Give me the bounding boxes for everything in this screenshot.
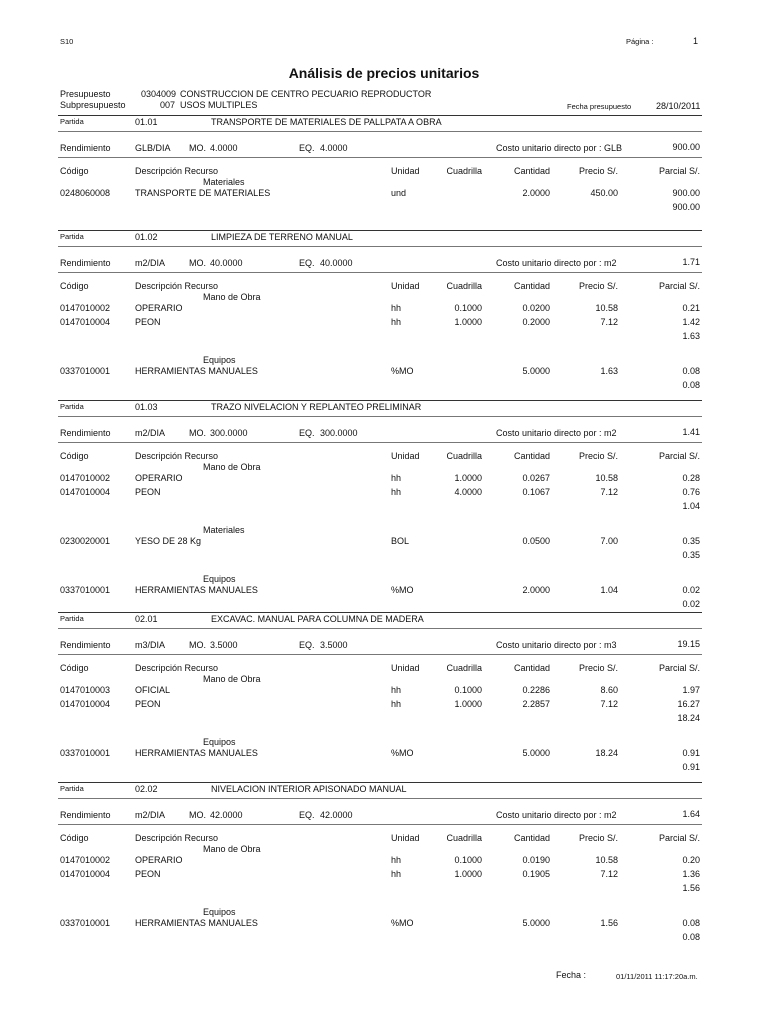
resource-cantidad: 0.0500 bbox=[522, 536, 550, 546]
resource-description: TRANSPORTE DE MATERIALES bbox=[135, 188, 271, 198]
mo-label: MO. bbox=[189, 143, 206, 153]
resource-code: 0147010002 bbox=[60, 473, 111, 483]
resource-unit: hh bbox=[391, 473, 402, 483]
partida-label: Partida bbox=[60, 614, 84, 623]
resource-precio: 10.58 bbox=[595, 303, 618, 313]
partida-name: TRANSPORTE DE MATERIALES DE PALLPATA A OBRA bbox=[211, 117, 442, 127]
system-label: S10 bbox=[60, 37, 74, 46]
group-subtotal: 0.91 bbox=[682, 762, 700, 772]
mo-label: MO. bbox=[189, 428, 206, 438]
resource-parcial: 0.76 bbox=[682, 487, 700, 497]
partida-code: 02.02 bbox=[135, 784, 158, 794]
col-unidad: Unidad bbox=[391, 663, 420, 673]
col-descripcion: Descripción Recurso bbox=[135, 663, 219, 673]
resource-cuadrilla: 1.0000 bbox=[454, 317, 482, 327]
rendimiento-label: Rendimiento bbox=[60, 640, 111, 650]
mo-label: MO. bbox=[189, 810, 206, 820]
group-subtotal: 18.24 bbox=[677, 713, 700, 723]
eq-label: EQ. bbox=[299, 810, 315, 820]
resource-parcial: 0.91 bbox=[682, 748, 700, 758]
col-cantidad: Cantidad bbox=[513, 166, 550, 176]
group-header: Mano de Obra bbox=[203, 462, 261, 472]
partida-label: Partida bbox=[60, 784, 84, 793]
page-number: 1 bbox=[693, 36, 699, 46]
partida-divider bbox=[58, 782, 702, 783]
col-unidad: Unidad bbox=[391, 281, 420, 291]
resource-cantidad: 0.1067 bbox=[522, 487, 550, 497]
costo-unitario-label: Costo unitario directo por : m3 bbox=[496, 640, 617, 650]
col-cuadrilla: Cuadrilla bbox=[446, 663, 482, 673]
resource-description: HERRAMIENTAS MANUALES bbox=[135, 918, 258, 928]
columns-divider bbox=[58, 272, 702, 273]
resource-description: PEON bbox=[135, 317, 161, 327]
resource-unit: hh bbox=[391, 699, 402, 709]
eq-value: 300.0000 bbox=[320, 428, 358, 438]
col-parcial: Parcial S/. bbox=[658, 281, 700, 291]
partida-code: 01.02 bbox=[135, 232, 158, 242]
costo-unitario-label: Costo unitario directo por : m2 bbox=[496, 810, 617, 820]
resource-code: 0337010001 bbox=[60, 366, 111, 376]
eq-label: EQ. bbox=[299, 428, 315, 438]
columns-divider bbox=[58, 654, 702, 655]
eq-value: 4.0000 bbox=[320, 143, 348, 153]
fecha-presupuesto-label: Fecha presupuesto bbox=[567, 102, 632, 111]
resource-code: 0147010003 bbox=[60, 685, 111, 695]
col-precio: Precio S/. bbox=[578, 451, 618, 461]
col-descripcion: Descripción Recurso bbox=[135, 833, 219, 843]
resource-unit: hh bbox=[391, 303, 402, 313]
resource-unit: hh bbox=[391, 317, 402, 327]
eq-value: 3.5000 bbox=[320, 640, 348, 650]
eq-label: EQ. bbox=[299, 258, 315, 268]
resource-code: 0230020001 bbox=[60, 536, 111, 546]
resource-code: 0337010001 bbox=[60, 748, 111, 758]
presupuesto-code: 0304009 bbox=[141, 89, 177, 99]
resource-cantidad: 2.0000 bbox=[522, 188, 550, 198]
col-cuadrilla: Cuadrilla bbox=[446, 833, 482, 843]
partida-underline bbox=[58, 628, 702, 629]
columns-divider bbox=[58, 442, 702, 443]
partida-divider bbox=[58, 115, 702, 116]
resource-parcial: 0.08 bbox=[682, 366, 700, 376]
resource-code: 0147010004 bbox=[60, 699, 111, 709]
partida-underline bbox=[58, 131, 702, 132]
col-codigo: Código bbox=[60, 833, 89, 843]
rendimiento-label: Rendimiento bbox=[60, 258, 111, 268]
partida-code: 01.01 bbox=[135, 117, 158, 127]
partida-divider bbox=[58, 400, 702, 401]
resource-precio: 1.63 bbox=[600, 366, 618, 376]
col-parcial: Parcial S/. bbox=[658, 833, 700, 843]
resource-parcial: 1.97 bbox=[682, 685, 700, 695]
resource-cantidad: 0.1905 bbox=[522, 869, 550, 879]
resource-precio: 1.04 bbox=[600, 585, 618, 595]
footer-fecha-label: Fecha : bbox=[556, 970, 587, 980]
resource-description: OFICIAL bbox=[135, 685, 171, 695]
resource-cantidad: 0.0200 bbox=[522, 303, 550, 313]
resource-parcial: 16.27 bbox=[677, 699, 700, 709]
resource-code: 0147010004 bbox=[60, 487, 111, 497]
resource-unit: %MO bbox=[391, 366, 414, 376]
resource-description: OPERARIO bbox=[135, 473, 183, 483]
resource-description: YESO DE 28 Kg bbox=[135, 536, 202, 546]
resource-cantidad: 0.0267 bbox=[522, 473, 550, 483]
rendimiento-unit: m3/DIA bbox=[135, 640, 166, 650]
resource-code: 0147010002 bbox=[60, 303, 111, 313]
group-subtotal: 0.02 bbox=[682, 599, 700, 609]
resource-cuadrilla: 1.0000 bbox=[454, 699, 482, 709]
resource-precio: 450.00 bbox=[590, 188, 618, 198]
resource-cuadrilla: 0.1000 bbox=[454, 303, 482, 313]
partida-divider bbox=[58, 230, 702, 231]
resource-precio: 7.12 bbox=[600, 487, 618, 497]
eq-value: 42.0000 bbox=[320, 810, 353, 820]
presupuesto-name: CONSTRUCCION DE CENTRO PECUARIO REPRODUCTOR bbox=[180, 89, 432, 99]
group-subtotal: 1.63 bbox=[682, 331, 700, 341]
mo-value: 40.0000 bbox=[210, 258, 243, 268]
partida-name: LIMPIEZA DE TERRENO MANUAL bbox=[211, 232, 353, 242]
partida-code: 01.03 bbox=[135, 402, 158, 412]
resource-precio: 7.00 bbox=[600, 536, 618, 546]
footer-fecha-value: 01/11/2011 11:17:20a.m. bbox=[616, 972, 698, 981]
group-subtotal: 1.04 bbox=[682, 501, 700, 511]
rendimiento-unit: m2/DIA bbox=[135, 810, 166, 820]
partida-divider bbox=[58, 612, 702, 613]
resource-code: 0147010004 bbox=[60, 317, 111, 327]
resource-unit: %MO bbox=[391, 748, 414, 758]
resource-cuadrilla: 0.1000 bbox=[454, 685, 482, 695]
costo-unitario-value: 19.15 bbox=[677, 639, 700, 649]
resource-description: PEON bbox=[135, 487, 161, 497]
resource-cantidad: 5.0000 bbox=[522, 918, 550, 928]
partida-underline bbox=[58, 798, 702, 799]
partida-label: Partida bbox=[60, 117, 84, 126]
resource-parcial: 0.08 bbox=[682, 918, 700, 928]
resource-unit: hh bbox=[391, 855, 402, 865]
partida-underline bbox=[58, 416, 702, 417]
costo-unitario-value: 1.41 bbox=[682, 427, 700, 437]
mo-value: 3.5000 bbox=[210, 640, 238, 650]
resource-parcial: 1.42 bbox=[682, 317, 700, 327]
partida-label: Partida bbox=[60, 402, 84, 411]
resource-code: 0337010001 bbox=[60, 585, 111, 595]
group-header: Mano de Obra bbox=[203, 292, 261, 302]
group-subtotal: 0.08 bbox=[682, 932, 700, 942]
columns-divider bbox=[58, 824, 702, 825]
mo-value: 42.0000 bbox=[210, 810, 243, 820]
presupuesto-label: Presupuesto bbox=[60, 89, 111, 99]
col-parcial: Parcial S/. bbox=[658, 663, 700, 673]
col-precio: Precio S/. bbox=[578, 281, 618, 291]
group-header: Materiales bbox=[203, 177, 245, 187]
resource-cuadrilla: 1.0000 bbox=[454, 869, 482, 879]
resource-description: PEON bbox=[135, 699, 161, 709]
resource-parcial: 0.20 bbox=[682, 855, 700, 865]
rendimiento-unit: GLB/DIA bbox=[135, 143, 171, 153]
resource-precio: 7.12 bbox=[600, 317, 618, 327]
col-descripcion: Descripción Recurso bbox=[135, 451, 219, 461]
col-cantidad: Cantidad bbox=[513, 833, 550, 843]
resource-parcial: 0.35 bbox=[682, 536, 700, 546]
col-descripcion: Descripción Recurso bbox=[135, 281, 219, 291]
col-cantidad: Cantidad bbox=[513, 451, 550, 461]
resource-cuadrilla: 4.0000 bbox=[454, 487, 482, 497]
resource-unit: hh bbox=[391, 869, 402, 879]
rendimiento-unit: m2/DIA bbox=[135, 428, 166, 438]
resource-precio: 7.12 bbox=[600, 699, 618, 709]
costo-unitario-value: 1.71 bbox=[682, 257, 700, 267]
resource-parcial: 0.02 bbox=[682, 585, 700, 595]
mo-label: MO. bbox=[189, 258, 206, 268]
resource-description: HERRAMIENTAS MANUALES bbox=[135, 585, 258, 595]
subpresupuesto-label: Subpresupuesto bbox=[60, 100, 126, 110]
resource-cantidad: 5.0000 bbox=[522, 748, 550, 758]
partida-name: TRAZO NIVELACION Y REPLANTEO PRELIMINAR bbox=[211, 402, 422, 412]
mo-label: MO. bbox=[189, 640, 206, 650]
resource-unit: BOL bbox=[391, 536, 410, 546]
subpresupuesto-code: 007 bbox=[160, 100, 176, 110]
costo-unitario-value: 900.00 bbox=[672, 142, 700, 152]
group-header: Equipos bbox=[203, 907, 236, 917]
group-header: Materiales bbox=[203, 525, 245, 535]
resource-parcial: 0.21 bbox=[682, 303, 700, 313]
group-header: Equipos bbox=[203, 737, 236, 747]
rendimiento-label: Rendimiento bbox=[60, 810, 111, 820]
col-cuadrilla: Cuadrilla bbox=[446, 281, 482, 291]
rendimiento-label: Rendimiento bbox=[60, 143, 111, 153]
resource-parcial: 900.00 bbox=[672, 188, 700, 198]
col-unidad: Unidad bbox=[391, 833, 420, 843]
resource-code: 0147010004 bbox=[60, 869, 111, 879]
resource-code: 0147010002 bbox=[60, 855, 111, 865]
resource-cantidad: 0.2000 bbox=[522, 317, 550, 327]
report-title: Análisis de precios unitarios bbox=[288, 65, 480, 81]
col-codigo: Código bbox=[60, 451, 89, 461]
resource-precio: 1.56 bbox=[600, 918, 618, 928]
resource-description: HERRAMIENTAS MANUALES bbox=[135, 366, 258, 376]
resource-cantidad: 2.2857 bbox=[522, 699, 550, 709]
columns-divider bbox=[58, 157, 702, 158]
resource-cantidad: 2.0000 bbox=[522, 585, 550, 595]
partida-label: Partida bbox=[60, 232, 84, 241]
col-precio: Precio S/. bbox=[578, 833, 618, 843]
resource-precio: 7.12 bbox=[600, 869, 618, 879]
costo-unitario-label: Costo unitario directo por : m2 bbox=[496, 258, 617, 268]
col-codigo: Código bbox=[60, 166, 89, 176]
eq-value: 40.0000 bbox=[320, 258, 353, 268]
resource-description: PEON bbox=[135, 869, 161, 879]
resource-parcial: 1.36 bbox=[682, 869, 700, 879]
group-header: Equipos bbox=[203, 574, 236, 584]
subpresupuesto-name: USOS MULTIPLES bbox=[180, 100, 258, 110]
partida-underline bbox=[58, 246, 702, 247]
col-cuadrilla: Cuadrilla bbox=[446, 451, 482, 461]
resource-precio: 18.24 bbox=[595, 748, 618, 758]
group-header: Mano de Obra bbox=[203, 674, 261, 684]
partida-name: EXCAVAC. MANUAL PARA COLUMNA DE MADERA bbox=[211, 614, 424, 624]
col-unidad: Unidad bbox=[391, 166, 420, 176]
col-parcial: Parcial S/. bbox=[658, 451, 700, 461]
resource-unit: und bbox=[391, 188, 407, 198]
eq-label: EQ. bbox=[299, 143, 315, 153]
resource-parcial: 0.28 bbox=[682, 473, 700, 483]
resource-unit: %MO bbox=[391, 585, 414, 595]
resource-code: 0248060008 bbox=[60, 188, 111, 198]
resource-cantidad: 0.2286 bbox=[522, 685, 550, 695]
group-subtotal: 900.00 bbox=[672, 202, 700, 212]
resource-unit: hh bbox=[391, 487, 402, 497]
group-subtotal: 0.35 bbox=[682, 550, 700, 560]
fecha-presupuesto-value: 28/10/2011 bbox=[656, 101, 701, 111]
col-parcial: Parcial S/. bbox=[658, 166, 700, 176]
col-codigo: Código bbox=[60, 281, 89, 291]
resource-cuadrilla: 0.1000 bbox=[454, 855, 482, 865]
col-cantidad: Cantidad bbox=[513, 281, 550, 291]
rendimiento-unit: m2/DIA bbox=[135, 258, 166, 268]
group-header: Mano de Obra bbox=[203, 844, 261, 854]
resource-precio: 10.58 bbox=[595, 473, 618, 483]
col-unidad: Unidad bbox=[391, 451, 420, 461]
costo-unitario-label: Costo unitario directo por : GLB bbox=[496, 143, 623, 153]
resource-code: 0337010001 bbox=[60, 918, 111, 928]
resource-cantidad: 0.0190 bbox=[522, 855, 550, 865]
resource-description: HERRAMIENTAS MANUALES bbox=[135, 748, 258, 758]
col-cantidad: Cantidad bbox=[513, 663, 550, 673]
resource-cuadrilla: 1.0000 bbox=[454, 473, 482, 483]
costo-unitario-value: 1.64 bbox=[682, 809, 700, 819]
col-precio: Precio S/. bbox=[578, 663, 618, 673]
col-cuadrilla: Cuadrilla bbox=[446, 166, 482, 176]
resource-description: OPERARIO bbox=[135, 303, 183, 313]
col-codigo: Código bbox=[60, 663, 89, 673]
group-subtotal: 0.08 bbox=[682, 380, 700, 390]
mo-value: 300.0000 bbox=[210, 428, 248, 438]
resource-cantidad: 5.0000 bbox=[522, 366, 550, 376]
resource-description: OPERARIO bbox=[135, 855, 183, 865]
group-header: Equipos bbox=[203, 355, 236, 365]
resource-unit: %MO bbox=[391, 918, 414, 928]
costo-unitario-label: Costo unitario directo por : m2 bbox=[496, 428, 617, 438]
partida-code: 02.01 bbox=[135, 614, 158, 624]
mo-value: 4.0000 bbox=[210, 143, 238, 153]
col-precio: Precio S/. bbox=[578, 166, 618, 176]
rendimiento-label: Rendimiento bbox=[60, 428, 111, 438]
partida-name: NIVELACION INTERIOR APISONADO MANUAL bbox=[211, 784, 407, 794]
resource-precio: 10.58 bbox=[595, 855, 618, 865]
page-label: Página : bbox=[626, 37, 654, 46]
col-descripcion: Descripción Recurso bbox=[135, 166, 219, 176]
group-subtotal: 1.56 bbox=[682, 883, 700, 893]
eq-label: EQ. bbox=[299, 640, 315, 650]
resource-unit: hh bbox=[391, 685, 402, 695]
resource-precio: 8.60 bbox=[600, 685, 618, 695]
